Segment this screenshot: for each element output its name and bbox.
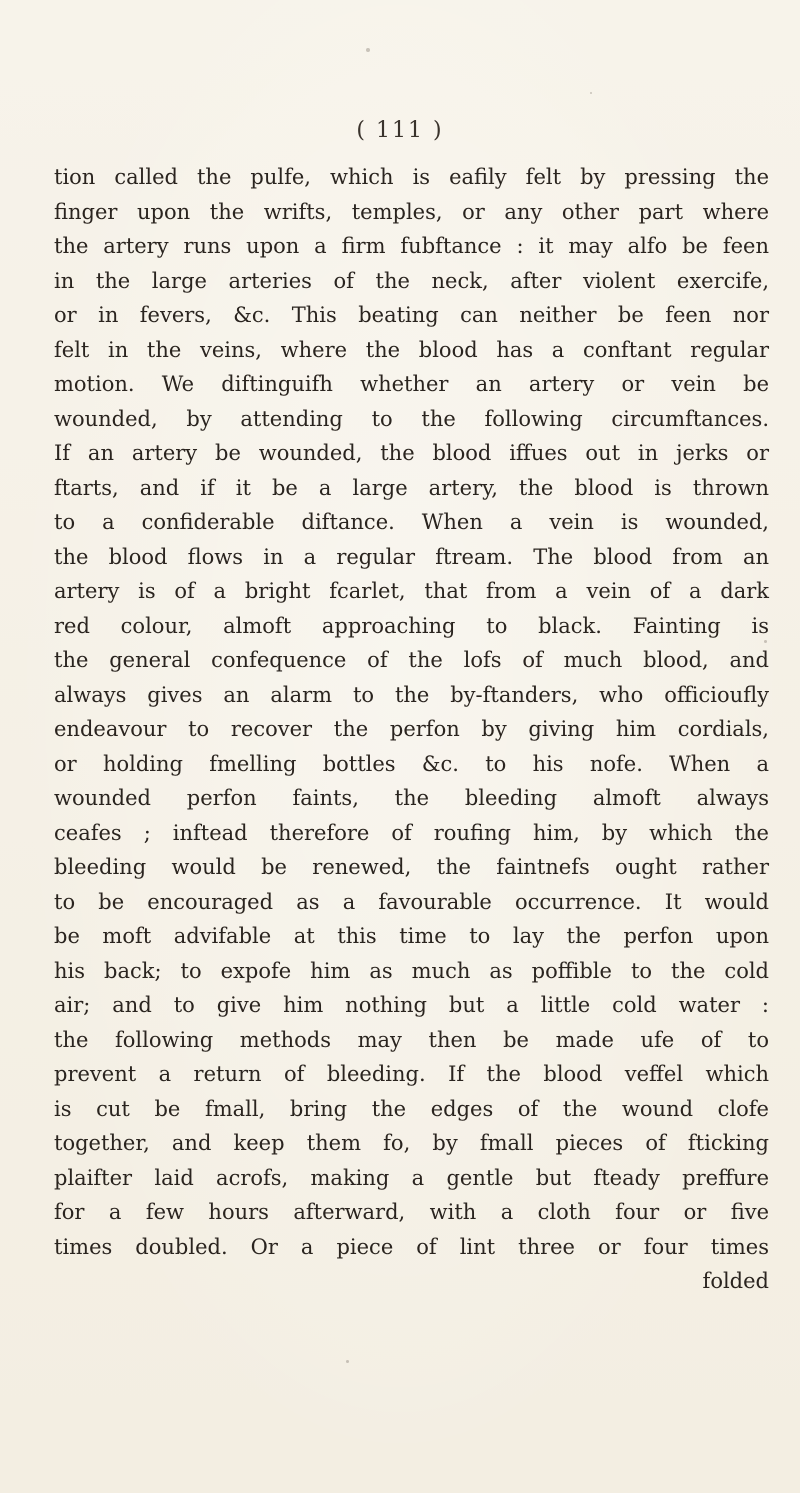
text-line: wounded, by attending to the following circumftances. bbox=[54, 406, 769, 431]
text-line: the general confequence of the lofs of much blood, and bbox=[54, 648, 769, 672]
text-line: plaifter laid acrofs, making a gentle but fteady preffure bbox=[54, 1165, 769, 1190]
paper-speck bbox=[764, 640, 767, 643]
text-line: or holding fmelling bottles &c. to his nofe. When a bbox=[54, 751, 769, 776]
text-line: his back; to expofe him as much as poffible to the cold bbox=[54, 958, 769, 983]
text-line: the blood flows in a regular ftream. The blood from an bbox=[54, 544, 769, 569]
body-text bbox=[54, 160, 769, 1299]
text-line: artery is of a bright fcarlet, that from a vein of a dark bbox=[54, 579, 769, 603]
text-line: times doubled. Or a piece of lint three or four times bbox=[54, 1234, 769, 1259]
text-line: is cut be fmall, bring the edges of the wound clofe bbox=[54, 1096, 769, 1121]
text-line: or in fevers, &c. This beating can neither be feen nor bbox=[54, 303, 769, 327]
text-line: endeavour to recover the perfon by giving him cordials, bbox=[54, 717, 769, 741]
paper-speck bbox=[366, 48, 370, 52]
text-line: motion. We diftinguifh whether an artery or vein be bbox=[54, 372, 769, 396]
text-line: ftarts, and if it be a large artery, the blood is thrown bbox=[54, 475, 769, 500]
text-line: ceafes ; inftead therefore of roufing him, by which the bbox=[54, 820, 769, 845]
text-line: felt in the veins, where the blood has a conftant regular bbox=[54, 337, 769, 362]
text-line: for a few hours afterward, with a cloth four or five bbox=[54, 1200, 769, 1224]
text-line: the artery runs upon a firm fubftance : it may alfo be feen bbox=[54, 234, 769, 258]
paper-speck bbox=[346, 1360, 349, 1363]
text-line: together, and keep them fo, by fmall pieces of fticking bbox=[54, 1131, 769, 1155]
text-line: to be encouraged as a favourable occurrence. It would bbox=[54, 889, 769, 914]
text-line: wounded perfon faints, the bleeding almoft always bbox=[54, 786, 769, 810]
text-line: to a confiderable diftance. When a vein is wounded, bbox=[54, 510, 769, 534]
text-line: finger upon the wrifts, temples, or any other part where bbox=[54, 199, 769, 224]
text-line: prevent a return of bleeding. If the blood veffel which bbox=[54, 1062, 769, 1086]
paper-speck bbox=[590, 92, 592, 94]
text-line: bleeding would be renewed, the faintnefs ought rather bbox=[54, 855, 769, 879]
text-line: always gives an alarm to the by-ftanders, who officioufly bbox=[54, 682, 769, 707]
catchword: folded bbox=[702, 1269, 769, 1293]
text-line: tion called the pulfe, which is eafily felt by pressing the bbox=[54, 165, 769, 189]
text-line: in the large arteries of the neck, after violent exercife, bbox=[54, 268, 769, 293]
text-line: the following methods may then be made ufe of to bbox=[54, 1027, 769, 1052]
text-line: If an artery be wounded, the blood iffues out in jerks or bbox=[54, 441, 769, 465]
text-line: be moft advifable at this time to lay the perfon upon bbox=[54, 924, 769, 948]
page-number: ( 111 ) bbox=[356, 118, 444, 143]
text-line: air; and to give him nothing but a little cold water : bbox=[54, 993, 769, 1017]
text-line: red colour, almoft approaching to black. Fainting is bbox=[54, 613, 769, 638]
